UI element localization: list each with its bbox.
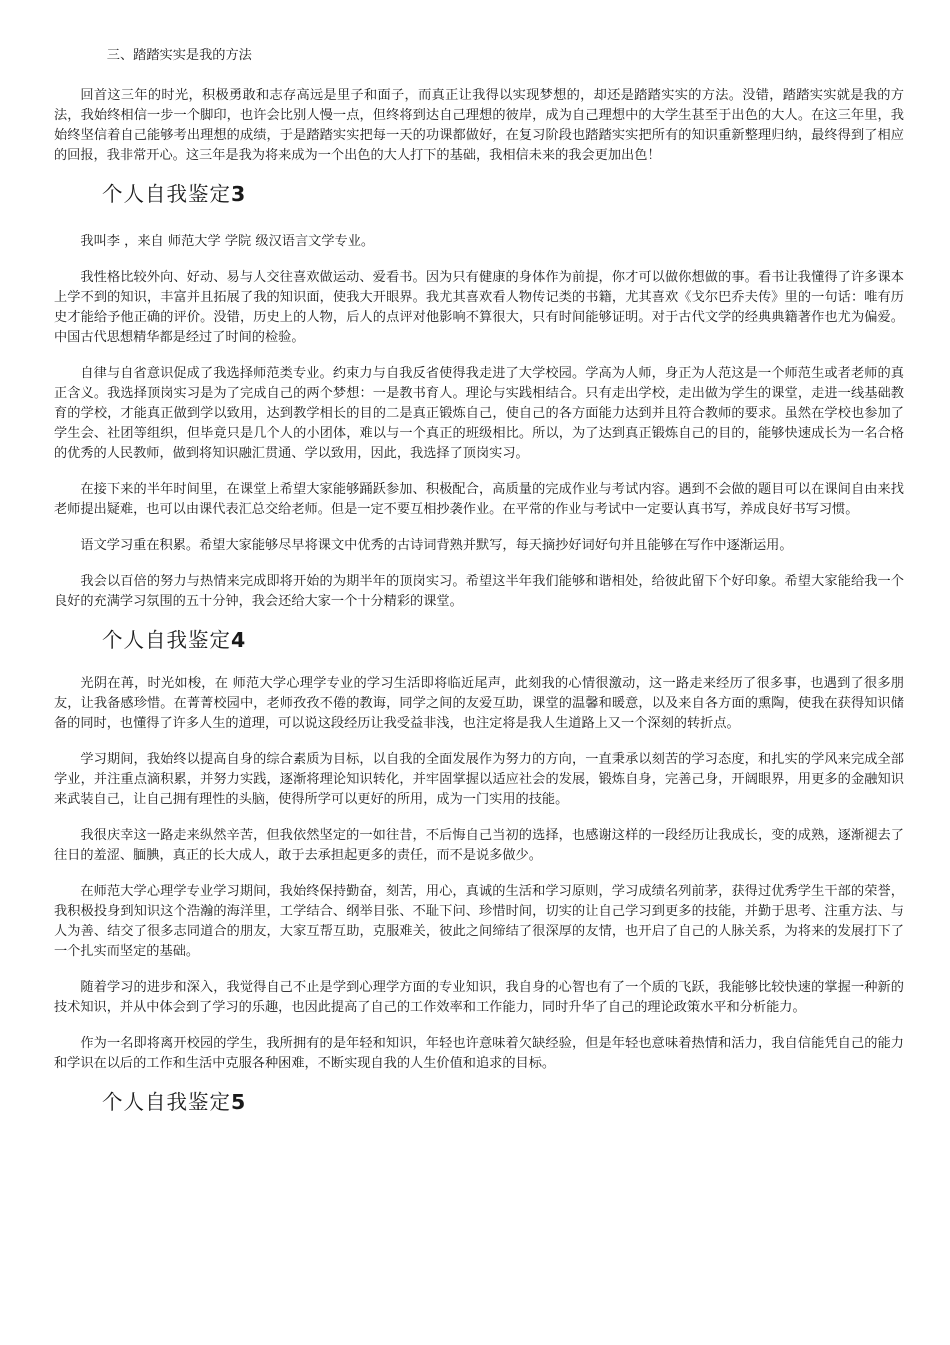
heading-number: 4: [231, 628, 247, 652]
paragraph: 自律与自省意识促成了我选择师范类专业。约束力与自我反省使得我走进了大学校园。学高为人师，身正为人范这是一个师范生或者老师的真正含义。我选择顶岗实习是为了完成自己的两个梦想：一是教书育人。理论与实践相结合。只有走出学校，走出做为学生的课堂，走进一线基础教育的学校，才能真正做到学以致用，达到教学相长的目的二是真正锻炼自己，使自己的各方面能力达到并且符合教师的要求。虽然在学校也参加了学生会、社团等组织，但毕竟只是几个人的小团体，难以与一个真正的班级相比。所以，为了达到真正锻炼自己的目的，能够快速成长为一名合格的优秀的人民教师，做到将知识融汇贯通、学以致用，因此，我选择了顶岗实习。: [54, 366, 904, 461]
heading-text: 个人自我鉴定: [102, 182, 231, 206]
paragraph: 光阴在苒，时光如梭，在 师范大学心理学专业的学习生活即将临近尾声，此刻我的心情很激动，这一路走来经历了很多事，也遇到了很多朋友，让我备感珍惜。在菁菁校园中，老师孜孜不倦的教诲，同学之间的友爱互助，课堂的温馨和暖意，以及来自各方面的熏陶，使我在获得知识储备的同时，也懂得了许多人生的道理，可以说这段经历让我受益非浅，也注定将是我人生道路上又一个深刻的转折点。: [54, 676, 904, 731]
section-title: 三、踏踏实实是我的方法: [106, 48, 252, 63]
heading-self-evaluation-4: [54, 626, 904, 654]
heading-number: 5: [231, 1090, 247, 1114]
paragraph: 在师范大学心理学专业学习期间，我始终保持勤奋，刻苦，用心，真诚的生活和学习原则，学习成绩名列前茅，获得过优秀学生干部的荣誉，我积极投身到知识这个浩瀚的海洋里，工学结合、纲举目张、不耻下问、珍惜时间，切实的让自己学习到更多的技能，并勤于思考、注重方法、与人为善、结交了很多志同道合的朋友，大家互帮互助，克服难关，彼此之间缔结了很深厚的友情，也开启了自己的人脉关系，为将来的发展打下了一个扎实而坚定的基础。: [54, 884, 904, 959]
paragraph: 作为一名即将离开校园的学生，我所拥有的是年轻和知识，年轻也许意味着欠缺经验，但是年轻也意味着热情和活力，我自信能凭自己的能力和学识在以后的工作和生活中克服各种困难，不断实现自我的人生价值和追求的目标。: [54, 1036, 904, 1071]
paragraph: 我叫李 ，来自 师范大学 学院 级汉语言文学专业。: [80, 234, 375, 249]
heading-self-evaluation-5: [54, 1088, 904, 1116]
paragraph: 随着学习的进步和深入，我觉得自己不止是学到心理学方面的专业知识，我自身的心智也有了一个质的飞跃，我能够比较快速的掌握一种新的技术知识，并从中体会到了学习的乐趣，也因此提高了自己的工作效率和工作能力，同时升华了自己的理论政策水平和分析能力。: [54, 980, 904, 1015]
paragraph: 我很庆幸这一路走来纵然辛苦，但我依然坚定的一如往昔，不后悔自己当初的选择，也感谢这样的一段经历让我成长，变的成熟，逐渐褪去了往日的羞涩、腼腆，真正的长大成人，敢于去承担起更多的责任，而不是说多做少。: [54, 828, 904, 863]
heading-text: 个人自我鉴定: [102, 1090, 231, 1114]
paragraph: 语文学习重在积累。希望大家能够尽早将课文中优秀的古诗词背熟并默写，每天摘抄好词好句并且能够在写作中逐渐运用。: [80, 538, 793, 553]
paragraph: 在接下来的半年时间里，在课堂上希望大家能够踊跃参加、积极配合，高质量的完成作业与考试内容。遇到不会做的题目可以在课间自由来找老师提出疑难，也可以由课代表汇总交给老师。但是一定不要互相抄袭作业。在平常的作业与考试中一定要认真书写，养成良好书写习惯。: [54, 482, 904, 517]
paragraph: 学习期间，我始终以提高自身的综合素质为目标，以自我的全面发展作为努力的方向，一直秉承以刻苦的学习态度，和扎实的学风来完成全部学业，并注重点滴积累，并努力实践，逐渐将理论知识转化，并牢固掌握以适应社会的发展，锻炼自身，完善己身，开阔眼界，用更多的金融知识来武装自己，让自己拥有理性的头脑，使得所学可以更好的所用，成为一门实用的技能。: [54, 752, 904, 807]
heading-text: 个人自我鉴定: [102, 628, 231, 652]
heading-number: 3: [231, 182, 247, 206]
heading-self-evaluation-3: [54, 180, 904, 208]
paragraph: 我性格比较外向、好动、易与人交往喜欢做运动、爱看书。因为只有健康的身体作为前提，你才可以做你想做的事。看书让我懂得了许多课本上学不到的知识，丰富并且拓展了我的知识面，使我大开眼界。我尤其喜欢看人物传记类的书籍，尤其喜欢《戈尔巴乔夫传》里的一句话：唯有历史才能给予他正确的评价。没错，历史上的人物，后人的点评对他影响不算很大，只有时间能够证明。对于古代文学的经典典籍著作也尤为偏爱。中国古代思想精华都是经过了时间的检验。: [54, 270, 904, 345]
paragraph: 我会以百倍的努力与热情来完成即将开始的为期半年的顶岗实习。希望这半年我们能够和谐相处，给彼此留下个好印象。希望大家能给我一个良好的充满学习氛围的五十分钟，我会还给大家一个十分精彩的课堂。: [54, 574, 904, 609]
paragraph: 回首这三年的时光，积极勇敢和志存高远是里子和面子，而真正让我得以实现梦想的，却还是踏踏实实的方法。没错，踏踏实实就是我的方法，我始终相信一步一个脚印，也许会比别人慢一点，但终将到达自己理想的彼岸，成为自己理想中的大学生甚至于出色的大人。在这三年里，我始终坚信着自己能够考出理想的成绩，于是踏踏实实把每一天的功课都做好，在复习阶段也踏踏实实把所有的知识重新整理归纳，最终得到了相应的回报，我非常开心。这三年是我为将来成为一个出色的大人打下的基础，我相信未来的我会更加出色！: [54, 88, 904, 163]
